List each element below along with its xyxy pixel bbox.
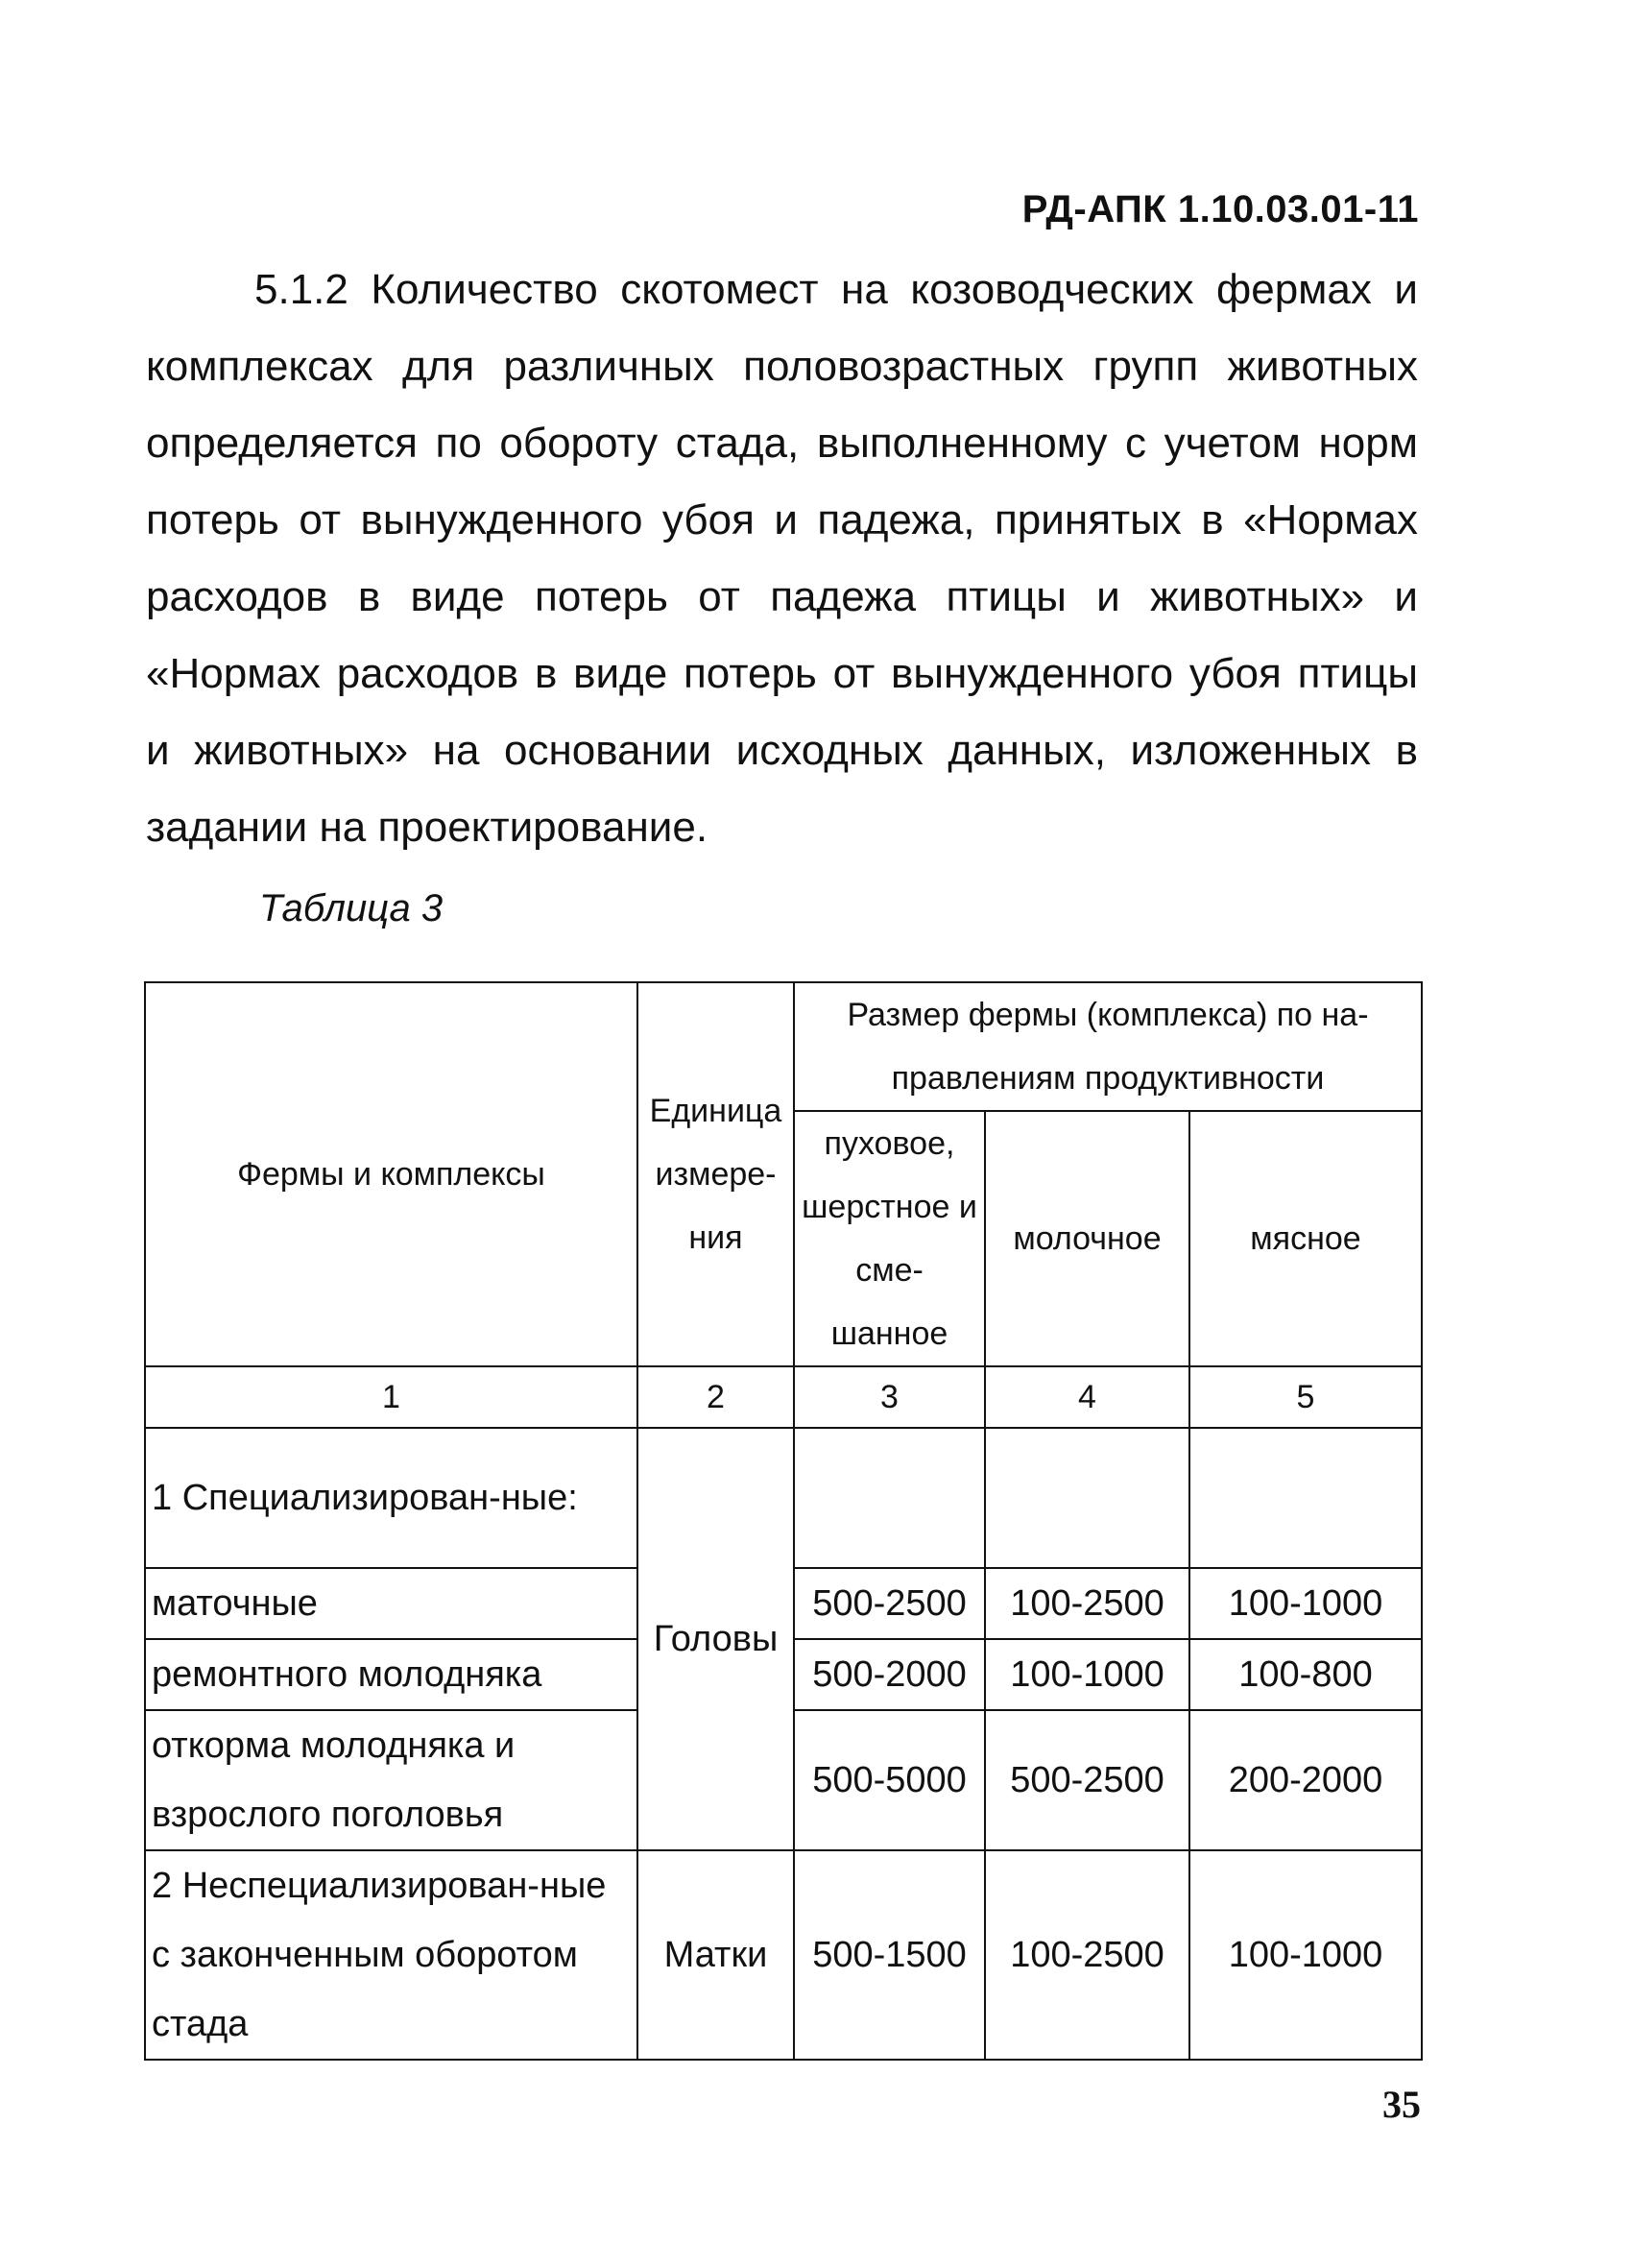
- column-number: 4: [985, 1366, 1189, 1428]
- column-number: 3: [794, 1366, 985, 1428]
- column-number: 1: [145, 1366, 637, 1428]
- row-label: откорма молодняка и взрослого поголовья: [145, 1710, 637, 1850]
- cell-down: 500-2500: [794, 1568, 985, 1639]
- header-down: пуховое, шерстное и сме-шанное: [794, 1111, 985, 1366]
- body-paragraph: 5.1.2 Количество скотомест на козоводческих фермах и комплексах для различных половозрастных групп животных определяется по обороту стада, выполненному с учетом норм потерь от вынужденного убоя и падежа, принятых в «Нормах расходов в виде потерь от падежа птицы и животных» и «Нормах расходов в виде потерь от вынужденного убоя птицы и животных» на основании исходных данных, изложенных в задании на проектирование.: [146, 266, 1418, 851]
- table-caption: Таблица 3: [259, 887, 444, 929]
- group-title-specialized: 1 Специализирован-ные:: [145, 1428, 637, 1568]
- column-number-row: [145, 1366, 1422, 1428]
- cell-meat: 100-800: [1189, 1639, 1422, 1710]
- group-title-nonspecialized: 2 Неспециализирован-ные с законченным оборотом стада: [145, 1850, 637, 2060]
- table-row: [145, 1850, 1422, 2060]
- farm-size-table: [144, 981, 1423, 2061]
- header-dairy: молочное: [985, 1111, 1189, 1366]
- header-farms: Фермы и комплексы: [145, 982, 637, 1366]
- table-header-row: [145, 982, 1422, 1111]
- column-number: 5: [1189, 1366, 1422, 1428]
- column-number: 2: [637, 1366, 794, 1428]
- unit-queens: Матки: [637, 1850, 794, 2060]
- cell-meat: 200-2000: [1189, 1710, 1422, 1850]
- cell-dairy: 100-2500: [985, 1850, 1189, 2060]
- cell-dairy: 100-1000: [985, 1639, 1189, 1710]
- row-label: ремонтного молодняка: [145, 1639, 637, 1710]
- cell-down: 500-1500: [794, 1850, 985, 2060]
- unit-heads: Головы: [637, 1428, 794, 1850]
- empty-cell: [1189, 1428, 1422, 1568]
- header-size-group: Размер фермы (комплекса) по на-правлениям продуктивности: [794, 982, 1422, 1111]
- header-meat: мясное: [1189, 1111, 1422, 1366]
- row-label: маточные: [145, 1568, 637, 1639]
- cell-dairy: 500-2500: [985, 1710, 1189, 1850]
- cell-meat: 100-1000: [1189, 1568, 1422, 1639]
- table-row: [145, 1428, 1422, 1568]
- cell-down: 500-5000: [794, 1710, 985, 1850]
- empty-cell: [985, 1428, 1189, 1568]
- header-unit: Единица измере-ния: [637, 982, 794, 1366]
- empty-cell: [794, 1428, 985, 1568]
- page-number: 35: [1382, 2083, 1421, 2126]
- cell-meat: 100-1000: [1189, 1850, 1422, 2060]
- cell-down: 500-2000: [794, 1639, 985, 1710]
- cell-dairy: 100-2500: [985, 1568, 1189, 1639]
- document-code: РД-АПК 1.10.03.01-11: [1021, 188, 1419, 230]
